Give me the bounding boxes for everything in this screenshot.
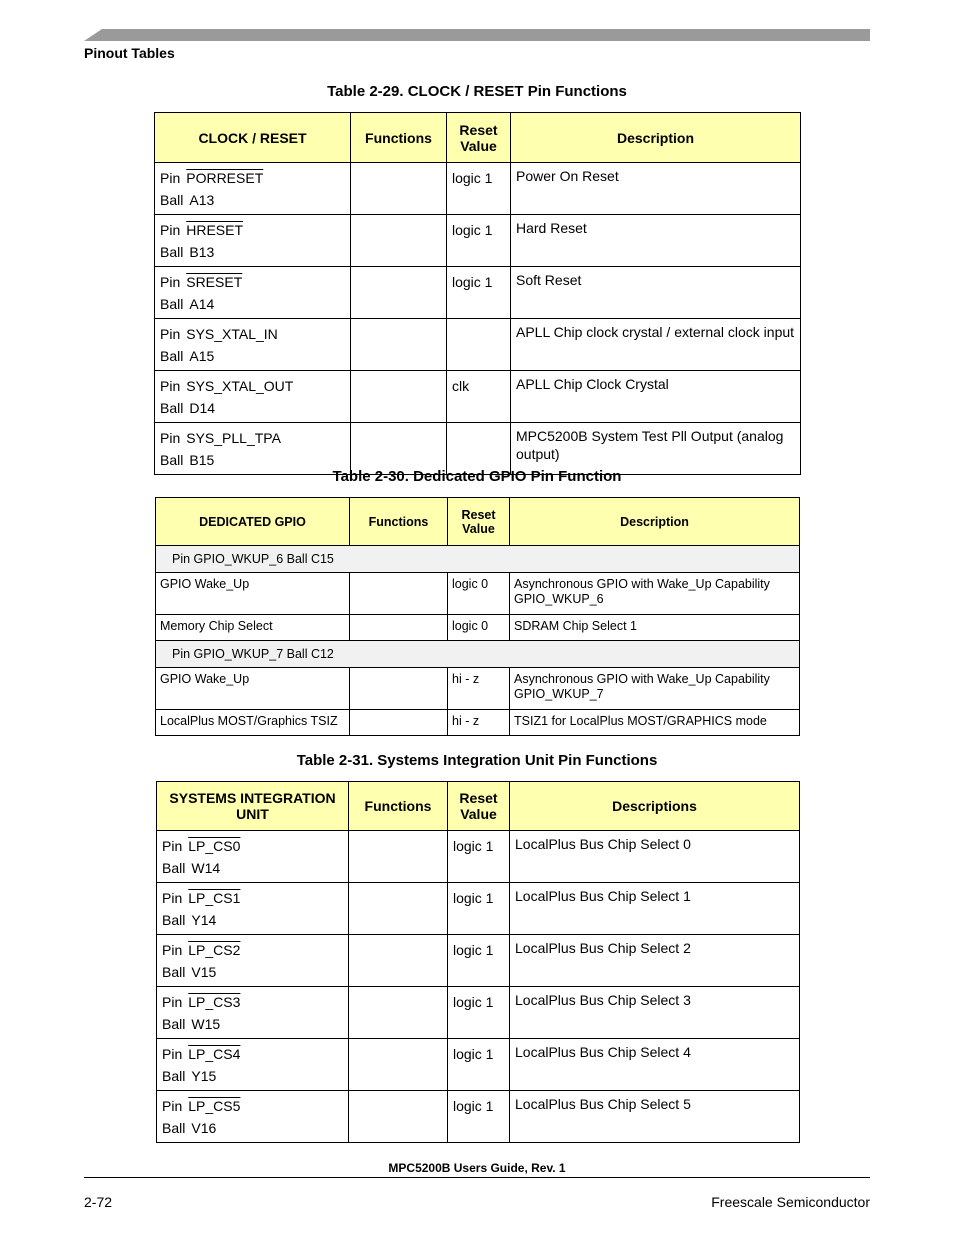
ball-label: Ball — [160, 244, 184, 260]
pin-line — [162, 1095, 344, 1117]
cell-reset-value: logic 1 — [448, 883, 510, 935]
cell-description: LocalPlus Bus Chip Select 1 — [510, 883, 800, 935]
cell-reset-value: clk — [447, 371, 511, 423]
col-header-functions: Functions — [351, 113, 447, 163]
pin-label: Pin — [160, 222, 181, 238]
ball-line — [162, 961, 344, 983]
ball-line — [160, 189, 346, 211]
pin-line — [160, 375, 346, 397]
col-header-clock-reset: CLOCK / RESET — [155, 113, 351, 163]
ball-line — [162, 857, 344, 879]
pin-line — [162, 939, 344, 961]
ball-label: Ball — [162, 1120, 186, 1136]
pin-label: Pin — [160, 326, 181, 342]
cell-name: Memory Chip Select — [156, 615, 350, 641]
cell-reset-value: logic 1 — [448, 935, 510, 987]
ball-label: Ball — [162, 1016, 186, 1032]
pin-line — [162, 991, 344, 1013]
cell-reset-value: logic 0 — [448, 573, 510, 615]
cell-pin-ball — [157, 935, 349, 987]
pin-name: LP_CS2 — [188, 942, 241, 958]
pin-name: LP_CS3 — [188, 994, 241, 1010]
cell-description: LocalPlus Bus Chip Select 4 — [510, 1039, 800, 1091]
cell-description: Asynchronous GPIO with Wake_Up Capability GPIO_WKUP_6 — [510, 573, 800, 615]
pin-name: LP_CS5 — [188, 1098, 241, 1114]
cell-reset-value: logic 0 — [448, 615, 510, 641]
ball-label: Ball — [160, 452, 184, 468]
ball-line — [162, 1013, 344, 1035]
pin-name: SYS_PLL_TPA — [186, 430, 281, 446]
pin-label: Pin — [162, 1098, 183, 1114]
cell-description: Hard Reset — [511, 215, 801, 267]
cell-pin-ball — [155, 319, 351, 371]
cell-function — [350, 668, 448, 710]
cell-function — [349, 831, 448, 883]
cell-pin-ball — [157, 883, 349, 935]
cell-description: LocalPlus Bus Chip Select 0 — [510, 831, 800, 883]
cell-pin-ball — [157, 987, 349, 1039]
cell-function — [349, 935, 448, 987]
clock-reset-table-body — [155, 163, 801, 475]
cell-reset-value — [447, 423, 511, 475]
table-row — [155, 163, 801, 215]
table-row — [156, 668, 800, 710]
pin-name: SRESET — [186, 274, 243, 290]
pin-line — [160, 323, 346, 345]
cell-name: GPIO Wake_Up — [156, 668, 350, 710]
pin-name: LP_CS1 — [188, 890, 241, 906]
cell-function — [351, 319, 447, 371]
ball-id: Y14 — [191, 912, 217, 928]
company-name: Freescale Semiconductor — [711, 1194, 870, 1210]
col-header-functions: Functions — [349, 782, 448, 831]
cell-description: LocalPlus Bus Chip Select 3 — [510, 987, 800, 1039]
table-row — [155, 215, 801, 267]
cell-pin-ball — [155, 371, 351, 423]
systems-integration-table — [156, 781, 800, 1143]
ball-id: A15 — [189, 348, 215, 364]
ball-label: Ball — [162, 1068, 186, 1084]
group-row — [156, 641, 800, 668]
table-header-row — [157, 782, 800, 831]
pin-label: Pin — [160, 274, 181, 290]
ball-id: W14 — [191, 860, 221, 876]
ball-id: Y15 — [191, 1068, 217, 1084]
pin-label: Pin — [162, 994, 183, 1010]
pin-label: Pin — [162, 890, 183, 906]
dedicated-gpio-table — [155, 497, 800, 736]
table-header-row — [155, 113, 801, 163]
cell-function — [351, 267, 447, 319]
ball-label: Ball — [160, 348, 184, 364]
cell-function — [350, 710, 448, 736]
cell-description: LocalPlus Bus Chip Select 2 — [510, 935, 800, 987]
col-header-siu: SYSTEMS INTEGRATION UNIT — [157, 782, 349, 831]
pin-label: Pin — [160, 170, 181, 186]
pin-line — [162, 1043, 344, 1065]
cell-description: Power On Reset — [511, 163, 801, 215]
dedicated-gpio-table-body — [156, 546, 800, 736]
cell-reset-value: hi - z — [448, 710, 510, 736]
cell-description: MPC5200B System Test Pll Output (analog output) — [511, 423, 801, 475]
pin-name: LP_CS4 — [188, 1046, 241, 1062]
table-header-row — [156, 498, 800, 546]
ball-line — [160, 345, 346, 367]
table1-caption: Table 2-29. CLOCK / RESET Pin Functions — [327, 83, 627, 100]
col-header-reset-value: Reset Value — [447, 113, 511, 163]
ball-line — [160, 397, 346, 419]
cell-name: LocalPlus MOST/Graphics TSIZ — [156, 710, 350, 736]
cell-description: APLL Chip Clock Crystal — [511, 371, 801, 423]
table-row — [157, 883, 800, 935]
pin-name: SYS_XTAL_OUT — [186, 378, 294, 394]
cell-pin-ball — [157, 1039, 349, 1091]
pin-line — [160, 271, 346, 293]
header-rule-bar — [84, 29, 870, 41]
table-row — [155, 371, 801, 423]
ball-label: Ball — [160, 192, 184, 208]
col-header-dedicated-gpio: DEDICATED GPIO — [156, 498, 350, 546]
clock-reset-table — [154, 112, 801, 475]
cell-reset-value: logic 1 — [448, 987, 510, 1039]
pin-line — [160, 219, 346, 241]
pin-label: Pin — [162, 838, 183, 854]
cell-reset-value: logic 1 — [447, 163, 511, 215]
ball-label: Ball — [162, 912, 186, 928]
cell-reset-value: logic 1 — [447, 267, 511, 319]
ball-id: D14 — [189, 400, 216, 416]
cell-function — [351, 371, 447, 423]
ball-id: V16 — [191, 1120, 217, 1136]
pin-label: Pin — [160, 378, 181, 394]
table-row — [157, 987, 800, 1039]
pin-line — [162, 835, 344, 857]
cell-pin-ball — [155, 163, 351, 215]
ball-line — [162, 909, 344, 931]
pin-name: HRESET — [186, 222, 244, 238]
table-row — [155, 319, 801, 371]
pin-name: LP_CS0 — [188, 838, 241, 854]
cell-function — [349, 883, 448, 935]
table-row — [155, 267, 801, 319]
page-number: 2-72 — [84, 1194, 113, 1210]
table-row — [157, 935, 800, 987]
pin-line — [160, 167, 346, 189]
ball-label: Ball — [160, 400, 184, 416]
table-row — [157, 1039, 800, 1091]
ball-line — [160, 241, 346, 263]
ball-id: B13 — [189, 244, 215, 260]
col-header-functions: Functions — [350, 498, 448, 546]
cell-pin-ball — [155, 267, 351, 319]
col-header-reset-value: Reset Value — [448, 782, 510, 831]
table-row — [156, 615, 800, 641]
ball-id: B15 — [189, 452, 215, 468]
group-label-gpio-wkup-6: Pin GPIO_WKUP_6 Ball C15 — [156, 546, 800, 573]
cell-description: SDRAM Chip Select 1 — [510, 615, 800, 641]
cell-pin-ball — [157, 831, 349, 883]
ball-line — [162, 1065, 344, 1087]
cell-function — [351, 423, 447, 475]
pin-label: Pin — [162, 942, 183, 958]
cell-reset-value: logic 1 — [448, 1039, 510, 1091]
cell-description: Asynchronous GPIO with Wake_Up Capability GPIO_WKUP_7 — [510, 668, 800, 710]
ball-label: Ball — [162, 860, 186, 876]
table2-caption: Table 2-30. Dedicated GPIO Pin Function — [332, 468, 622, 485]
ball-label: Ball — [162, 964, 186, 980]
cell-description: TSIZ1 for LocalPlus MOST/GRAPHICS mode — [510, 710, 800, 736]
cell-reset-value — [447, 319, 511, 371]
pin-label: Pin — [160, 430, 181, 446]
ball-id: W15 — [191, 1016, 221, 1032]
table-row — [156, 710, 800, 736]
cell-description: Soft Reset — [511, 267, 801, 319]
cell-reset-value: logic 1 — [447, 215, 511, 267]
pin-line — [160, 427, 346, 449]
pin-name: SYS_XTAL_IN — [186, 326, 278, 342]
ball-id: A14 — [189, 296, 215, 312]
ball-label: Ball — [160, 296, 184, 312]
pin-line — [162, 887, 344, 909]
table-row — [157, 831, 800, 883]
col-header-description: Description — [510, 498, 800, 546]
systems-integration-table-body — [157, 831, 800, 1143]
footer-rule — [84, 1177, 870, 1178]
cell-reset-value: logic 1 — [448, 831, 510, 883]
cell-function — [351, 163, 447, 215]
table3-caption: Table 2-31. Systems Integration Unit Pin Functions — [296, 752, 658, 769]
cell-reset-value: logic 1 — [448, 1091, 510, 1143]
pin-name: PORRESET — [186, 170, 264, 186]
ball-id: V15 — [191, 964, 217, 980]
ball-id: A13 — [189, 192, 215, 208]
cell-pin-ball — [155, 215, 351, 267]
cell-name: GPIO Wake_Up — [156, 573, 350, 615]
ball-line — [162, 1117, 344, 1139]
cell-description: LocalPlus Bus Chip Select 5 — [510, 1091, 800, 1143]
cell-function — [351, 215, 447, 267]
footer-doc-title: MPC5200B Users Guide, Rev. 1 — [388, 1161, 566, 1175]
table-row — [157, 1091, 800, 1143]
cell-reset-value: hi - z — [448, 668, 510, 710]
pin-label: Pin — [162, 1046, 183, 1062]
cell-function — [349, 1091, 448, 1143]
cell-function — [349, 1039, 448, 1091]
group-row — [156, 546, 800, 573]
col-header-reset-value: Reset Value — [448, 498, 510, 546]
table-row — [156, 573, 800, 615]
col-header-description: Description — [511, 113, 801, 163]
group-label-gpio-wkup-7: Pin GPIO_WKUP_7 Ball C12 — [156, 641, 800, 668]
cell-pin-ball — [157, 1091, 349, 1143]
cell-function — [349, 987, 448, 1039]
table-row — [155, 423, 801, 475]
cell-description: APLL Chip clock crystal / external clock input — [511, 319, 801, 371]
ball-line — [160, 293, 346, 315]
cell-pin-ball — [155, 423, 351, 475]
section-title: Pinout Tables — [84, 45, 175, 61]
col-header-descriptions: Descriptions — [510, 782, 800, 831]
cell-function — [350, 615, 448, 641]
cell-function — [350, 573, 448, 615]
